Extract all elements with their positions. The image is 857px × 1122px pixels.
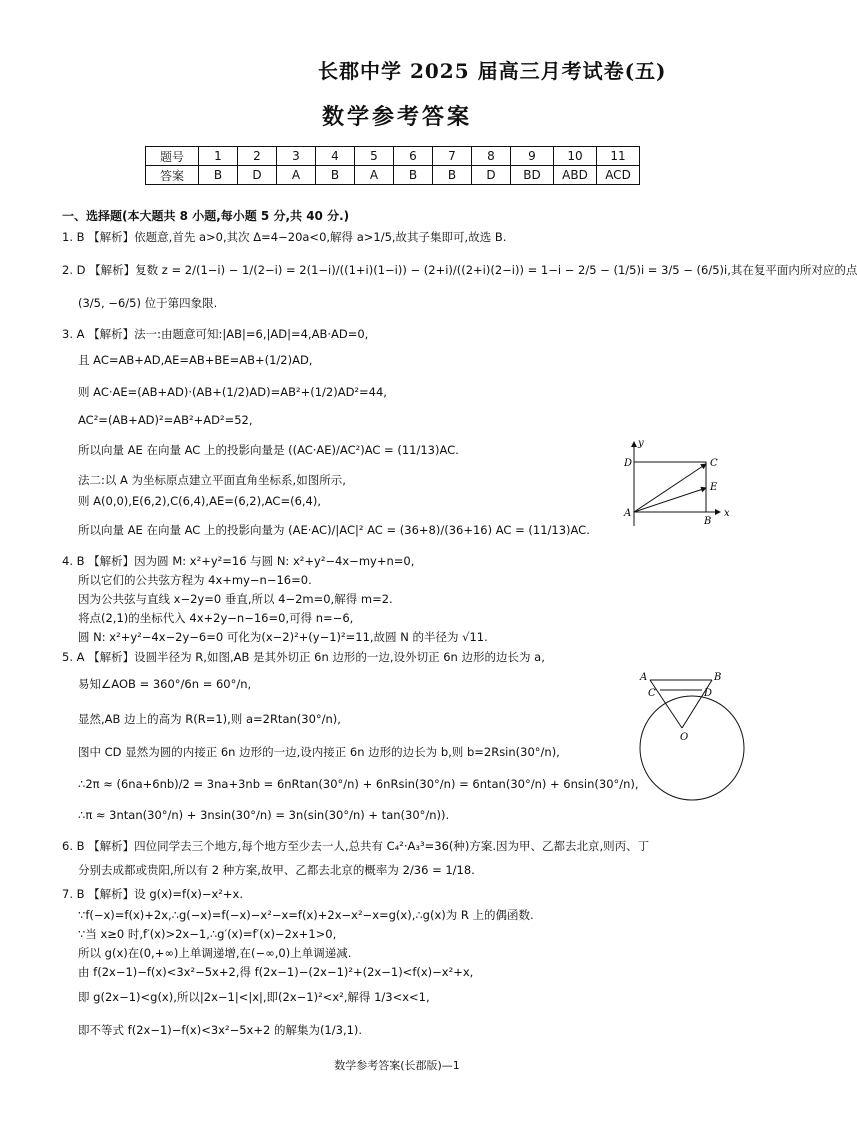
table-cell: 10 [554, 147, 597, 166]
table-cell: 9 [511, 147, 554, 166]
answer-line: 显然,AB 边上的高为 R(R=1),则 a=2Rtan(30°/n), [78, 712, 341, 726]
answer-line-q1: 1. B 【解析】依题意,首先 a>0,其次 Δ=4−20a<0,解得 a>1/5,故其子集即可,故选 B. [62, 230, 507, 244]
section-heading: 一、选择题(本大题共 8 小题,每小题 5 分,共 40 分.) [62, 209, 350, 223]
answer-line: ∴2π ≈ (6na+6nb)/2 = 3na+3nb = 6nRtan(30°/n) + 6nRsin(30°/n) = 6ntan(30°/n) + 6nsin(30°/n), [78, 777, 639, 791]
answer-line: 分别去成都或贵阳,所以有 2 种方案,故甲、乙都去北京的概率为 2/36 = 1/18. [78, 863, 475, 877]
label-a: A [624, 508, 632, 519]
table-cell: B [316, 166, 355, 185]
answer-line-q3: 3. A 【解析】法一:由题意可知:|AB|=6,|AD|=4,AB·AD=0, [62, 327, 369, 341]
page-title: 数学参考答案 [321, 105, 472, 130]
label-o: O [680, 732, 689, 743]
table-cell: B [394, 166, 433, 185]
table-cell: B [433, 166, 472, 185]
answer-line-q2: 2. D 【解析】复数 z = 2/(1−i) − 1/(2−i) = 2(1−i)/((1+i)(1−i)) − (2+i)/((2+i)(2−i)) = 1−i − 2/5 − (1/5)i = 3/5 − (6/5)i,其在复平面内所对应的点 [62, 263, 857, 277]
answer-line: 所以向量 AE 在向量 AC 上的投影向量是 ((AC·AE)/AC²)AC = (11/13)AC. [78, 443, 459, 457]
vector-ae [634, 488, 706, 512]
coordinate-figure [620, 438, 750, 533]
answer-line: 圆 N: x²+y²−4x−2y−6=0 可化为(x−2)²+(y−1)²=11,故圆 N 的半径为 √11. [78, 630, 488, 644]
answer-line: ∵f(−x)=f(x)+2x,∴g(−x)=f(−x)−x²−x=f(x)+2x−x²−x=g(x),∴g(x)为 R 上的偶函数. [78, 908, 534, 922]
answer-line: 法二:以 A 为坐标原点建立平面直角坐标系,如图所示, [78, 473, 346, 487]
table-cell: 题号 [146, 147, 199, 166]
table-cell: ABD [554, 166, 597, 185]
page-footer: 数学参考答案(长郡版)—1 [334, 1059, 460, 1072]
table-cell: B [199, 166, 238, 185]
table-cell: 1 [199, 147, 238, 166]
table-cell: A [277, 166, 316, 185]
label-a: A [640, 672, 648, 683]
label-d: D [704, 688, 713, 699]
answer-line: (3/5, −6/5) 位于第四象限. [78, 296, 218, 310]
answer-line: 所以 g(x)在(0,+∞)上单调递增,在(−∞,0)上单调递减. [78, 946, 352, 960]
answer-line-q6: 6. B 【解析】四位同学去三个地方,每个地方至少去一人,总共有 C₄²·A₃³=36(种)方案.因为甲、乙都去北京,则丙、丁 [62, 839, 650, 853]
answer-line: 由 f(2x−1)−f(x)<3x²−5x+2,得 f(2x−1)−(2x−1)²+(2x−1)<f(x)−x²+x, [78, 965, 474, 979]
answer-line-q5: 5. A 【解析】设圆半径为 R,如图,AB 是其外切正 6n 边形的一边,设外切正 6n 边形的边长为 a, [62, 650, 545, 664]
answer-line: AC²=(AB+AD)²=AB²+AD²=52, [78, 413, 253, 427]
answer-line: 所以向量 AE 在向量 AC 上的投影向量为 (AE·AC)/|AC|² AC = (36+8)/(36+16) AC = (11/13)AC. [78, 523, 590, 537]
answer-line: 则 AC·AE=(AB+AD)·(AB+(1/2)AD)=AB²+(1/2)AD²=44, [78, 385, 387, 399]
answer-line: 将点(2,1)的坐标代入 4x+2y−n−16=0,可得 n=−6, [78, 611, 354, 625]
answer-line: 图中 CD 显然为圆的内接正 6n 边形的一边,设内接正 6n 边形的边长为 b,则 b=2Rsin(30°/n), [78, 745, 560, 759]
label-c: C [648, 688, 656, 699]
answer-line: 则 A(0,0),E(6,2),C(6,4),AE=(6,2),AC=(6,4), [78, 494, 322, 508]
table-cell: 6 [394, 147, 433, 166]
answer-line-q4: 4. B 【解析】因为圆 M: x²+y²=16 与圆 N: x²+y²−4x−my+n=0, [62, 554, 415, 568]
label-c: C [710, 458, 718, 469]
school-title: 长郡中学 2025 届高三月考试卷(五) [318, 59, 667, 83]
answer-line: ∴π ≈ 3ntan(30°/n) + 3nsin(30°/n) = 3n(sin(30°/n) + tan(30°/n)). [78, 808, 450, 822]
answer-line: 因为公共弦与直线 x−2y=0 垂直,所以 4−2m=0,解得 m=2. [78, 592, 393, 606]
table-row [146, 147, 640, 166]
label-y: y [638, 438, 644, 449]
table-cell: 4 [316, 147, 355, 166]
answer-line: 且 AC=AB+AD,AE=AB+BE=AB+(1/2)AD, [78, 353, 313, 367]
table-cell: 3 [277, 147, 316, 166]
table-cell: 8 [472, 147, 511, 166]
answer-table [145, 146, 640, 185]
table-cell: BD [511, 166, 554, 185]
answer-line: 即不等式 f(2x−1)−f(x)<3x²−5x+2 的解集为(1/3,1). [78, 1023, 363, 1037]
table-cell: 5 [355, 147, 394, 166]
table-row [146, 166, 640, 185]
label-b: B [704, 516, 712, 527]
table-cell: 2 [238, 147, 277, 166]
table-cell: D [472, 166, 511, 185]
answer-line-q7: 7. B 【解析】设 g(x)=f(x)−x²+x. [62, 887, 244, 901]
table-cell: 答案 [146, 166, 199, 185]
answer-line: 所以它们的公共弦方程为 4x+my−n−16=0. [78, 573, 312, 587]
label-d: D [624, 458, 633, 469]
answer-line: ∵当 x≥0 时,f′(x)>2x−1,∴g′(x)=f′(x)−2x+1>0, [78, 927, 337, 941]
answer-line: 即 g(2x−1)<g(x),所以|2x−1|<|x|,即(2x−1)²<x²,解得 1/3<x<1, [78, 990, 430, 1004]
vector-ac [634, 464, 706, 512]
label-e: E [710, 482, 718, 493]
table-cell: ACD [597, 166, 640, 185]
label-x: x [724, 508, 730, 519]
table-cell: 7 [433, 147, 472, 166]
circle-figure [622, 668, 762, 803]
table-cell: D [238, 166, 277, 185]
label-b: B [714, 672, 722, 683]
table-cell: 11 [597, 147, 640, 166]
answer-line: 易知∠AOB = 360°/6n = 60°/n, [78, 677, 252, 691]
table-cell: A [355, 166, 394, 185]
